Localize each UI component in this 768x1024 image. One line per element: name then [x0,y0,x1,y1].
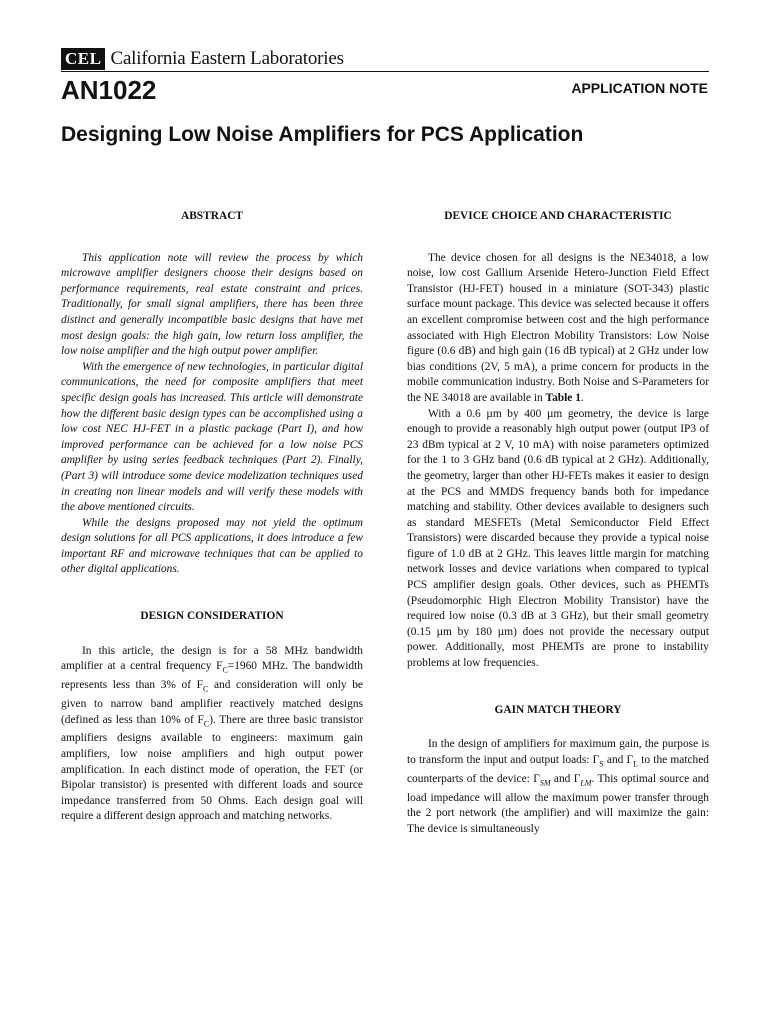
device-paragraph-2: With a 0.6 µm by 400 µm geometry, the device is large enough to provide a reasonably high output power (output IP3 of 23 dBm typical at 2 V, 10 mA) with noise parameters optimized for the 1 to 3 GHz band (0.6 dB typical at 2 GHz). Additionally, the geometry, larger than other HJ-FETs makes it easier to design at the PCS and MMDS frequency bands both for impedance matching and stability. Other devices available to designers such as standard MESFETs (Metal Semiconductor Field Effect Transistors) were discarded because they provide a typical noise figure of 1.0 dB at 2 GHz. This leaves little margin for matching network losses and device variations when compared to typical PCS amplifier design goals. Other devices, such as PHEMTs (Pseudomorphic High Electron Mobility Transistor) have the required low noise (0.3 dB at 3 GHz), but their small geometry (0.15 µm by 180 µm) does not provide the necessary output power. Additionally, most PHEMTs are prone to instability problems at low frequencies. [407,407,709,670]
device-paragraph-1: The device chosen for all designs is the NE34018, a low noise, low cost Gallium Arsenide Hetero-Junction Field Effect Transistor (HJ-FET) housed in a miniature (SOT-343) plastic surface mount package. This device was selected because it offers an excellent compromise between cost and the high performance associated with High Electron Mobility Transistors: Low Noise figure (0.6 dB) and high gain (16 dB typical) at 2 GHz under low bias conditions (2V, 5 mA), a prime concern for products in the mobile communication industry. Both Noise and S-Parameters for the NE 34018 are available in Table 1. [407,251,709,404]
header-rule [61,71,709,72]
right-column [407,209,709,837]
abstract-paragraph-3: While the designs proposed may not yield the optimum design solutions for all PCS applications, it does introduce a few important RF and microwave techniques that can be applied to other digital applications. [61,516,363,576]
document-title: Designing Low Noise Amplifiers for PCS Application [61,123,584,146]
design-paragraph-1: In this article, the design is for a 58 MHz bandwidth amplifier at a central frequency $F_C=1960$ MHz. The bandwidth represents less than 3% of $F_C$ and consideration will only be given to narrow band amplifier reactively matched designs (defined as less than 10% of $F_C$). There are three basic transistor amplifiers designs available to engineers: maximum gain amplifiers, low noise amplifiers and high output power amplification. In each distinct mode of operation, the FET (or Bipolar transistor) is presented with different loads and source impedance transferred from 50 Ohms. Each design goal will require a different design approach and matching networks. [61,644,363,823]
cel-logo-mark: CEL [61,48,105,70]
abstract-paragraph-1: This application note will review the process by which microwave amplifier designers choose their designs based on performance requirements, real estate constraint and prices. Traditionally, for small signal amplifiers, there has been three distinct and generally incompatible basic designs that have met most design goals: the high gain, low return loss amplifier, the low noise amplifier and the high output power amplifier. [61,251,363,358]
company-name: California Eastern Laboratories [110,48,344,69]
gain-paragraph-1: In the design of amplifiers for maximum gain, the purpose is to transform the input and output loads: $\Gamma_S$ and $\Gamma_L$ to the matched counterparts of the device: $\Gamma_{SM}$ and $\Gamma_{LM}$. This optimal source and load impedance will allow the maximum power transfer through the 2 port network (the amplifier) and will maximize the gain: The device is simultaneously [407,738,709,835]
left-column [61,209,363,825]
document-type: APPLICATION NOTE [571,80,708,96]
gain-match-heading: GAIN MATCH THEORY [494,703,622,716]
device-choice-heading: DEVICE CHOICE AND CHARACTERISTIC [444,210,672,222]
company-logo [61,48,344,70]
abstract-paragraph-2: With the emergence of new technologies, in particular digital communications, the need for composite amplifiers that meet specific design goals has increased. This article will demonstrate how the different basic design types can be accomplished using a low cost NEC HJ-FET in a plastic package (Part I), and how improved performance can be achieved for a low noise PCS amplifier by using series feedback techniques (Part 2). Finally, (Part 3) will introduce some device modelization techniques used in creating non linear models and will verify these models with the above mentioned circuits. [61,360,363,514]
document-number: AN1022 [61,75,157,105]
abstract-heading: ABSTRACT [180,210,244,222]
design-consideration-heading: DESIGN CONSIDERATION [140,610,284,623]
